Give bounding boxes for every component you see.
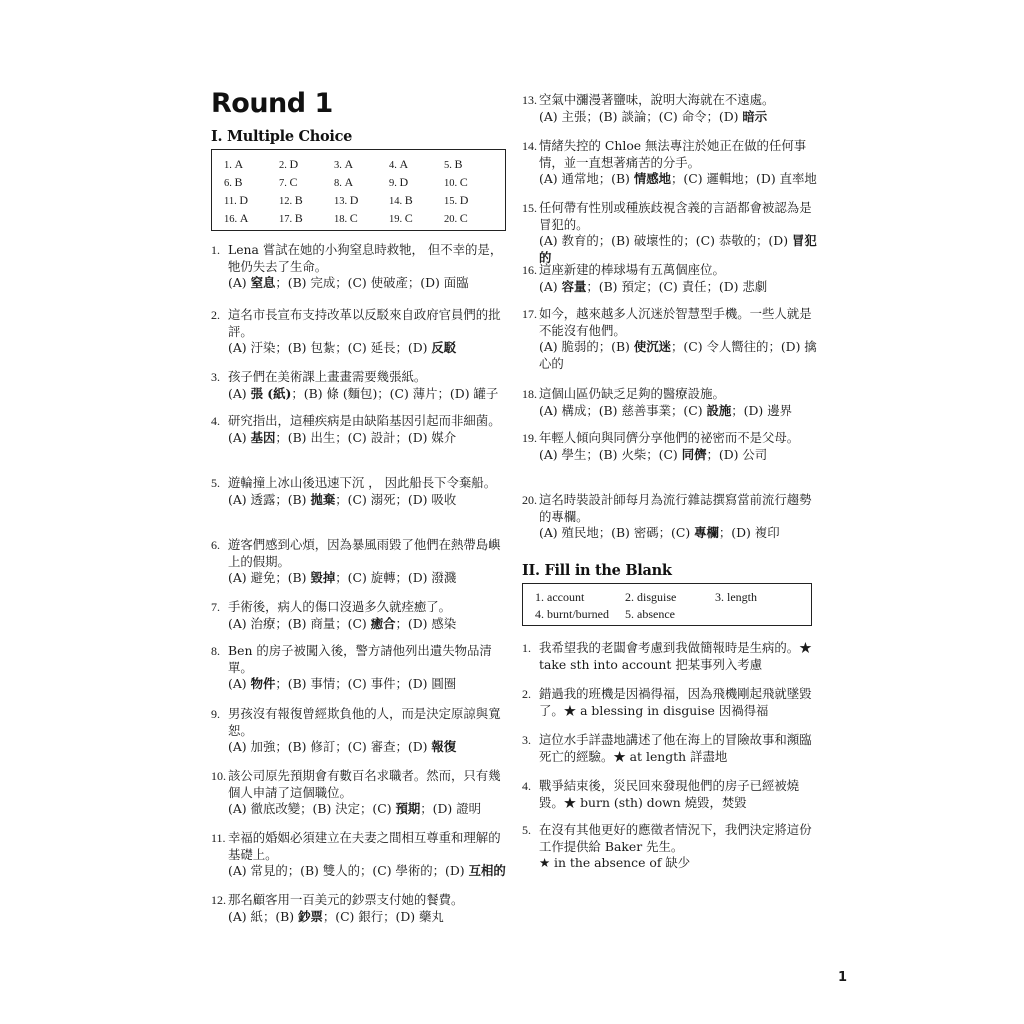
option-text: (A) 學生；(B) 火柴；(C) [539,446,682,462]
option-text: ；(D) 複印 [718,525,780,540]
answer-key-row [224,155,505,173]
correct-answer: 使沉迷 [633,339,672,354]
question-item [522,386,818,419]
answer-key-row [535,589,811,606]
question-text: 情緒失控的 Chloe 無法專注於她正在做的任何事情，並一直想著痛苦的分手。 [539,138,807,170]
question-text: 這個山區仍缺乏足夠的醫療設施。 [539,386,725,401]
answer-letter: D [399,175,409,189]
question-number: 10. [211,769,226,783]
option-text: (A) 常見的；(B) 雙人的；(C) 學術的；(D) [228,863,469,878]
question-item [522,430,818,463]
answer-key-cell [389,191,444,209]
answer-number: 9. [389,178,400,189]
correct-answer: 鈔票 [298,908,323,924]
question-options [522,279,818,296]
answer-key-cell [389,155,444,173]
correct-answer: 報復 [431,739,457,754]
answer-key-cell: 3. length [715,590,757,604]
answer-number: 17. [279,214,295,225]
question-number: 20. [522,493,537,507]
question-text: 任何帶有性別或種族歧視含義的言語都會被認為是冒犯的。 [539,200,812,232]
correct-answer: 暗示 [742,108,768,124]
question-options [211,386,508,403]
question-text: 這名時裝設計師每月為流行雜誌撰寫當前流行趨勢的專欄。 [539,492,812,524]
answer-key-cell [279,155,334,173]
question-options [211,801,508,818]
answer-letter: C [459,175,468,189]
correct-answer: 拋棄 [310,491,336,507]
answer-letter: B [234,175,243,189]
question-text: 手術後，病人的傷口沒過多久就痊癒了。 [228,599,452,614]
question-text: 研究指出，這種疾病是由缺陷基因引起而非細菌。 [228,413,501,428]
question-number: 18. [522,387,537,401]
question-item [211,706,508,756]
question-options [211,430,508,447]
answer-key-cell [444,191,499,209]
answer-letter: C [289,175,298,189]
question-text: 男孩沒有報復曾經欺負他的人，而是決定原諒與寬恕。 [228,706,501,738]
option-text: (A) 通常地；(B) [539,171,634,186]
correct-answer: 互相的 [468,863,506,878]
question-options [211,863,508,880]
option-text: (A) [228,429,251,445]
option-text: (A) 紙；(B) [228,908,299,924]
option-text: ；(C) 旋轉；(D) 潑濺 [335,570,457,585]
correct-answer: 專欄 [694,525,719,540]
question-number: 2. [211,308,220,322]
option-text: (A) [539,278,562,294]
answer-letter: B [294,211,303,225]
question-item [211,830,508,880]
question-item [211,768,508,818]
option-text: ；(C) 溺死；(D) 吸收 [335,491,457,507]
option-text: (A) [228,385,251,401]
option-text: (A) [228,275,251,290]
answer-letter: B [294,193,303,207]
question-number: 17. [522,307,537,321]
answer-key-cell: 1. account [535,590,585,604]
answer-key-cell [279,209,334,227]
option-text: ；(B) 事情；(C) 事件；(D) 圓圈 [275,676,457,691]
question-text: 遊輪撞上冰山後迅速下沉 ， 因此船長下令棄船。 [228,475,497,490]
question-number: 3. [522,733,531,747]
correct-answer: 基因 [250,429,276,445]
question-options [522,525,818,542]
fill-in-blank-answer-key [522,583,812,626]
correct-answer: 窒息 [250,275,276,290]
correct-answer: 冒犯的 [539,233,817,265]
answer-letter: A [344,175,354,189]
question-text: Lena 嘗試在她的小狗窒息時救牠， 但不幸的是，牠仍失去了生命。 [228,242,503,274]
correct-answer: 設施 [706,402,732,418]
question-item [522,200,818,266]
answer-number: 14. [389,196,405,207]
correct-answer: 癒合 [370,615,396,631]
option-text: ；(D) 邊界 [731,402,792,418]
question-item [211,475,508,508]
question-item [211,643,508,693]
question-number: 9. [211,707,220,721]
answer-number: 16. [224,214,240,225]
question-text: 年輕人傾向與同儕分享他們的祕密而不是父母。 [539,430,800,445]
section-heading-multiple-choice: I. Multiple Choice [211,128,353,145]
option-text: ；(D) 公司 [706,446,768,462]
answer-number: 19. [389,214,405,225]
question-number: 8. [211,644,220,658]
question-item [522,492,818,542]
answer-number: 4. [389,160,400,171]
answer-number: 13. [334,196,350,207]
question-text: 空氣中瀰漫著鹽味，說明大海就在不遠處。 [539,92,775,107]
option-text: (A) 構成；(B) 慈善事業；(C) [539,402,707,418]
answer-letter: A [344,157,354,171]
answer-key-cell [444,209,499,227]
answer-key-cell [444,173,499,191]
answer-key-cell [334,209,389,227]
question-options [211,676,508,693]
question-text: 在沒有其他更好的應徵者情況下，我們決定將這份工作提供給 Baker 先生。 [539,822,812,854]
option-text: (A) 避免；(B) [228,570,311,585]
answer-letter: B [404,193,413,207]
answer-letter: D [349,193,359,207]
question-options [522,171,818,188]
answer-key-row [224,173,505,191]
question-options [211,492,508,509]
question-number: 4. [522,779,531,793]
question-item [211,242,508,292]
answer-number: 6. [224,178,235,189]
correct-answer: 張 (紙) [250,385,292,401]
answer-number: 11. [224,196,240,207]
question-options [211,739,508,756]
question-text: 我希望我的老闆會考慮到我做簡報時是生病的。★ take sth into account 把某事列入考慮 [539,640,812,672]
question-options [522,339,818,372]
correct-answer: 情感地 [633,171,672,186]
option-text: (A) 殖民地；(B) 密碼；(C) [539,525,695,540]
question-item [211,307,508,357]
question-text: 幸福的婚姻必須建立在夫妻之間相互尊重和理解的基礎上。 [228,830,501,862]
correct-answer: 同儕 [681,446,707,462]
option-text: (A) 脆弱的；(B) [539,339,634,354]
answer-key-cell [279,173,334,191]
question-number: 11. [211,831,226,845]
option-text: ；(B) 條 (麵包)；(C) 薄片；(D) 罐子 [291,385,499,401]
answer-letter: D [459,193,469,207]
question-item [211,537,508,587]
option-text: ；(C) 令人嚮往的；(D) 擒心的 [539,339,817,371]
section-heading-fill-in-blank: II. Fill in the Blank [522,562,672,579]
answer-letter: B [454,157,463,171]
question-number: 1. [211,243,220,257]
question-text: Ben 的房子被闖入後，警方請他列出遺失物品清單。 [228,643,492,675]
option-text: (A) 加強；(B) 修訂；(C) 審查；(D) [228,739,432,754]
question-item [211,369,508,402]
question-text: 錯過我的班機是因禍得福，因為飛機剛起飛就墜毀了。★ a blessing in disguise 因禍得福 [539,686,812,718]
question-number: 3. [211,370,220,384]
correct-answer: 容量 [561,278,587,294]
question-number: 14. [522,139,537,153]
question-item [211,413,508,446]
question-item [522,686,818,719]
option-text: (A) 主張；(B) 談論；(C) 命令；(D) [539,108,743,124]
option-text: (A) [228,676,251,691]
question-number: 5. [211,476,220,490]
question-text: 這位水手詳盡地講述了他在海上的冒險故事和瀕臨死亡的經驗。★ at length 詳盡地 [539,732,812,764]
option-text: ；(B) 完成；(C) 使破產；(D) 面臨 [275,275,469,290]
round-title: Round 1 [211,88,333,119]
correct-answer: 物件 [250,676,276,691]
answer-key-row [224,191,505,209]
question-item [522,262,818,295]
question-options [522,109,818,126]
question-number: 7. [211,600,220,614]
option-text: ；(D) 證明 [420,801,481,816]
answer-letter: D [289,157,299,171]
question-item [522,138,818,188]
multiple-choice-answer-key [211,149,506,231]
question-item [522,822,818,872]
page-number: 1 [838,970,848,985]
question-text: 遊客們感到心煩，因為暴風雨毀了他們在熱帶島嶼上的假期。 [228,537,501,569]
answer-number: 8. [334,178,345,189]
answer-key-cell [444,155,499,173]
question-number: 4. [211,414,220,428]
question-number: 19. [522,431,537,445]
answer-key-cell: 4. burnt/burned [535,607,609,621]
question-options [522,447,818,464]
answer-key-cell: 2. disguise [625,590,677,604]
answer-number: 5. [444,160,455,171]
answer-key-cell [279,191,334,209]
question-item [211,599,508,632]
question-number: 13. [522,93,537,107]
question-note: ★ in the absence of 缺少 [539,855,691,870]
question-number: 16. [522,263,537,277]
question-number: 2. [522,687,531,701]
answer-letter: C [349,211,358,225]
option-text: (A) 教育的；(B) 破壞性的；(C) 恭敬的；(D) [539,233,792,248]
answer-key-cell [389,173,444,191]
correct-answer: 毀掉 [310,570,336,585]
answer-letter: C [404,211,413,225]
answer-number: 12. [279,196,295,207]
answer-key-cell [224,155,279,173]
answer-key-cell [224,191,279,209]
option-text: ；(B) 出生；(C) 設計；(D) 媒介 [275,429,457,445]
option-text: ；(B) 預定；(C) 責任；(D) 悲劇 [586,278,768,294]
answer-number: 2. [279,160,290,171]
option-text: (A) 汙染；(B) 包紮；(C) 延長；(D) [228,340,432,355]
option-text: (A) 透露；(B) [228,491,311,507]
question-text: 戰爭結束後，災民回來發現他們的房子已經被燒毀。★ burn (sth) down 燒毀，焚毀 [539,778,800,810]
answer-letter: A [399,157,409,171]
question-item [211,892,508,925]
answer-number: 10. [444,178,460,189]
answer-number: 15. [444,196,460,207]
question-number: 1. [522,641,531,655]
answer-number: 1. [224,160,235,171]
option-text: ；(D) 感染 [395,615,457,631]
answer-number: 3. [334,160,345,171]
answer-key-cell [224,173,279,191]
option-text: (A) 治療；(B) 商量；(C) [228,615,371,631]
question-item [522,778,818,811]
answer-letter: C [459,211,468,225]
question-number: 6. [211,538,220,552]
answer-letter: A [234,157,244,171]
question-text: 這座新建的棒球場有五萬個座位。 [539,262,725,277]
question-number: 15. [522,201,537,215]
answer-key-cell [389,209,444,227]
question-number: 5. [522,823,531,837]
correct-answer: 預期 [395,801,421,816]
question-text: 這名市長宣布支持改革以反駁來自政府官員們的批評。 [228,307,501,339]
question-options [211,340,508,357]
answer-letter: D [239,193,249,207]
question-options [522,403,818,420]
question-options [211,616,508,633]
option-text: ；(C) 銀行；(D) 藥丸 [322,908,444,924]
question-options [211,275,508,292]
answer-number: 7. [279,178,290,189]
question-options [211,570,508,587]
answer-key-cell [334,155,389,173]
question-item [522,92,818,125]
question-item [522,640,818,673]
answer-letter: A [239,211,249,225]
question-text: 該公司原先預期會有數百名求職者。然而，只有幾個人申請了這個職位。 [228,768,501,800]
answer-number: 18. [334,214,350,225]
answer-key-cell [334,173,389,191]
question-text: 那名顧客用一百美元的鈔票支付她的餐費。 [228,892,464,907]
answer-key-cell [334,191,389,209]
option-text: ；(C) 邏輯地；(D) 直率地 [671,171,817,186]
question-options [211,909,508,926]
question-number: 12. [211,893,226,907]
answer-key-cell: 5. absence [625,607,675,621]
question-item [522,732,818,765]
question-text: 孩子們在美術課上畫畫需要幾張紙。 [228,369,427,384]
answer-key-row [224,209,505,227]
answer-key-cell [224,209,279,227]
question-text: 如今，越來越多人沉迷於智慧型手機。一些人就是不能沒有他們。 [539,306,812,338]
answer-key-row [535,606,811,623]
option-text: (A) 徹底改變；(B) 決定；(C) [228,801,396,816]
answer-number: 20. [444,214,460,225]
question-item [522,306,818,372]
correct-answer: 反駁 [431,340,457,355]
